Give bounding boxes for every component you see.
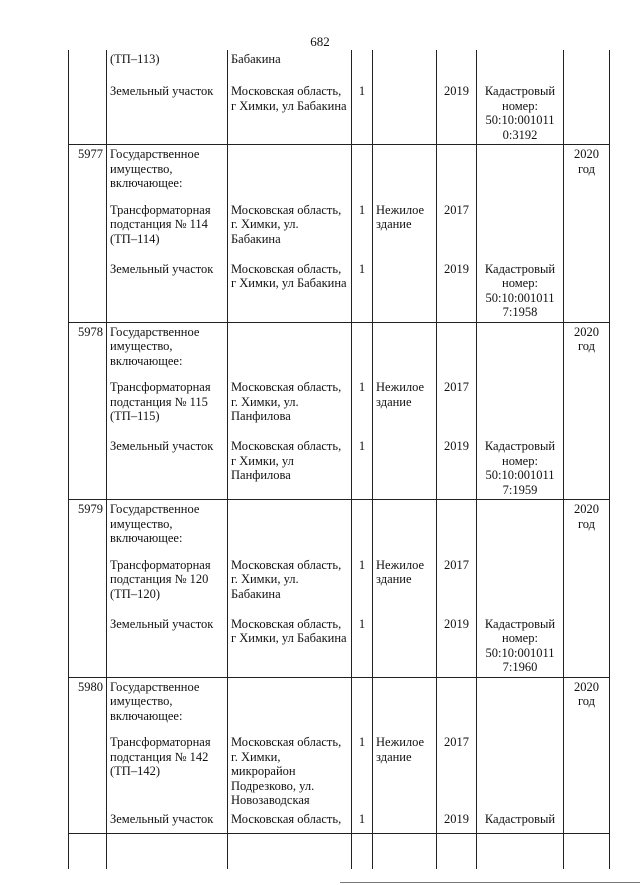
object-name-cell: Земельный участок — [107, 260, 228, 323]
building-type-cell — [373, 50, 437, 82]
cadastral-number-cell — [477, 378, 564, 437]
address-cell: Московская область, г Химки, ул Бабакина — [228, 260, 352, 323]
period-cell — [564, 201, 610, 260]
object-name-cell: Трансформаторная подстанция № 142 (ТП–142) — [107, 733, 228, 810]
table-row-group — [69, 677, 610, 733]
table-row-land — [69, 260, 610, 323]
period-cell: 2020 год — [564, 500, 610, 556]
year-cell: 2017 — [437, 733, 477, 810]
year-cell — [437, 500, 477, 556]
year-cell: 2019 — [437, 615, 477, 678]
table-row-sub — [69, 201, 610, 260]
object-name-cell: Земельный участок — [107, 615, 228, 678]
year-cell: 2017 — [437, 556, 477, 615]
table-row-land — [69, 615, 610, 678]
cadastral-number-cell — [477, 733, 564, 810]
table-row-land — [69, 810, 610, 869]
cadastral-number-cell: Кадастровый номер: 50:10:001011 7:1958 — [477, 260, 564, 323]
address-cell: Московская область, г. Химки, ул. Бабакина — [228, 556, 352, 615]
row-number-cell — [69, 733, 107, 810]
address-cell — [228, 677, 352, 733]
cadastral-number-cell — [477, 145, 564, 201]
row-number-cell — [69, 50, 107, 82]
table-row-group — [69, 145, 610, 201]
period-cell — [564, 50, 610, 82]
year-cell — [437, 50, 477, 82]
period-cell — [564, 810, 610, 869]
quantity-cell: 1 — [352, 82, 373, 145]
row-number-cell — [69, 378, 107, 437]
table-row-land — [69, 437, 610, 500]
building-type-cell — [373, 810, 437, 869]
property-registry-table — [68, 50, 610, 869]
table-row-sub — [69, 556, 610, 615]
period-cell — [564, 82, 610, 145]
scan-edge-line — [340, 882, 640, 883]
cadastral-number-cell — [477, 500, 564, 556]
quantity-cell — [352, 322, 373, 378]
cadastral-number-cell: Кадастровый — [477, 810, 564, 869]
period-cell — [564, 615, 610, 678]
object-name-cell: Земельный участок — [107, 810, 228, 869]
period-cell — [564, 733, 610, 810]
period-cell: 2020 год — [564, 677, 610, 733]
row-number-cell: 5979 — [69, 500, 107, 556]
period-cell: 2020 год — [564, 322, 610, 378]
quantity-cell: 1 — [352, 201, 373, 260]
row-number-cell — [69, 810, 107, 869]
building-type-cell — [373, 437, 437, 500]
year-cell — [437, 145, 477, 201]
year-cell: 2019 — [437, 810, 477, 869]
address-cell — [228, 322, 352, 378]
cadastral-number-cell: Кадастровый номер: 50:10:001011 0:3192 — [477, 82, 564, 145]
cadastral-number-cell: Кадастровый номер: 50:10:001011 7:1959 — [477, 437, 564, 500]
year-cell: 2017 — [437, 201, 477, 260]
cadastral-number-cell — [477, 677, 564, 733]
table-row-group — [69, 322, 610, 378]
address-cell — [228, 145, 352, 201]
row-number-cell — [69, 260, 107, 323]
address-cell: Бабакина — [228, 50, 352, 82]
row-number-cell — [69, 437, 107, 500]
building-type-cell — [373, 82, 437, 145]
cadastral-number-cell: Кадастровый номер: 50:10:001011 7:1960 — [477, 615, 564, 678]
address-cell: Московская область, г Химки, ул Бабакина — [228, 615, 352, 678]
quantity-cell — [352, 145, 373, 201]
quantity-cell: 1 — [352, 378, 373, 437]
row-number-cell — [69, 82, 107, 145]
building-type-cell: Нежилое здание — [373, 378, 437, 437]
table-row-group — [69, 500, 610, 556]
object-name-cell: Земельный участок — [107, 82, 228, 145]
row-number-cell: 5977 — [69, 145, 107, 201]
table-row-cont — [69, 50, 610, 82]
building-type-cell — [373, 145, 437, 201]
quantity-cell: 1 — [352, 733, 373, 810]
quantity-cell — [352, 500, 373, 556]
cadastral-number-cell — [477, 556, 564, 615]
building-type-cell — [373, 615, 437, 678]
year-cell: 2019 — [437, 260, 477, 323]
address-cell: Московская область, г Химки, ул Бабакина — [228, 82, 352, 145]
address-cell — [228, 500, 352, 556]
building-type-cell: Нежилое здание — [373, 556, 437, 615]
building-type-cell — [373, 260, 437, 323]
cadastral-number-cell — [477, 201, 564, 260]
object-name-cell: Трансформаторная подстанция № 114 (ТП–114) — [107, 201, 228, 260]
year-cell — [437, 322, 477, 378]
object-name-cell: (ТП–113) — [107, 50, 228, 82]
quantity-cell: 1 — [352, 615, 373, 678]
quantity-cell: 1 — [352, 556, 373, 615]
object-name-cell: Трансформаторная подстанция № 115 (ТП–115) — [107, 378, 228, 437]
building-type-cell: Нежилое здание — [373, 201, 437, 260]
building-type-cell: Нежилое здание — [373, 733, 437, 810]
cadastral-number-cell — [477, 50, 564, 82]
period-cell: 2020 год — [564, 145, 610, 201]
table-row-land — [69, 82, 610, 145]
building-type-cell — [373, 322, 437, 378]
object-name-cell: Государственное имущество, включающее: — [107, 145, 228, 201]
address-cell: Московская область, г. Химки, микрорайон Подрезково, ул. Новозаводская — [228, 733, 352, 810]
quantity-cell: 1 — [352, 437, 373, 500]
row-number-cell: 5980 — [69, 677, 107, 733]
object-name-cell: Земельный участок — [107, 437, 228, 500]
row-number-cell — [69, 556, 107, 615]
building-type-cell — [373, 677, 437, 733]
period-cell — [564, 437, 610, 500]
page-number: 682 — [310, 34, 330, 49]
quantity-cell: 1 — [352, 810, 373, 869]
table-row-sub — [69, 378, 610, 437]
address-cell: Московская область, г. Химки, ул. Панфилова — [228, 378, 352, 437]
quantity-cell — [352, 677, 373, 733]
address-cell: Московская область, г Химки, ул Панфилова — [228, 437, 352, 500]
table-row-sub — [69, 733, 610, 810]
building-type-cell — [373, 500, 437, 556]
row-number-cell — [69, 615, 107, 678]
row-number-cell: 5978 — [69, 322, 107, 378]
object-name-cell: Трансформаторная подстанция № 120 (ТП–120) — [107, 556, 228, 615]
table-body — [69, 50, 610, 869]
year-cell: 2019 — [437, 82, 477, 145]
address-cell: Московская область, г. Химки, ул. Бабакина — [228, 201, 352, 260]
quantity-cell — [352, 50, 373, 82]
quantity-cell: 1 — [352, 260, 373, 323]
object-name-cell: Государственное имущество, включающее: — [107, 500, 228, 556]
row-number-cell — [69, 201, 107, 260]
address-cell: Московская область, — [228, 810, 352, 869]
period-cell — [564, 378, 610, 437]
period-cell — [564, 556, 610, 615]
period-cell — [564, 260, 610, 323]
year-cell: 2017 — [437, 378, 477, 437]
year-cell: 2019 — [437, 437, 477, 500]
object-name-cell: Государственное имущество, включающее: — [107, 677, 228, 733]
cadastral-number-cell — [477, 322, 564, 378]
year-cell — [437, 677, 477, 733]
table-bottom-border — [68, 833, 610, 834]
object-name-cell: Государственное имущество, включающее: — [107, 322, 228, 378]
